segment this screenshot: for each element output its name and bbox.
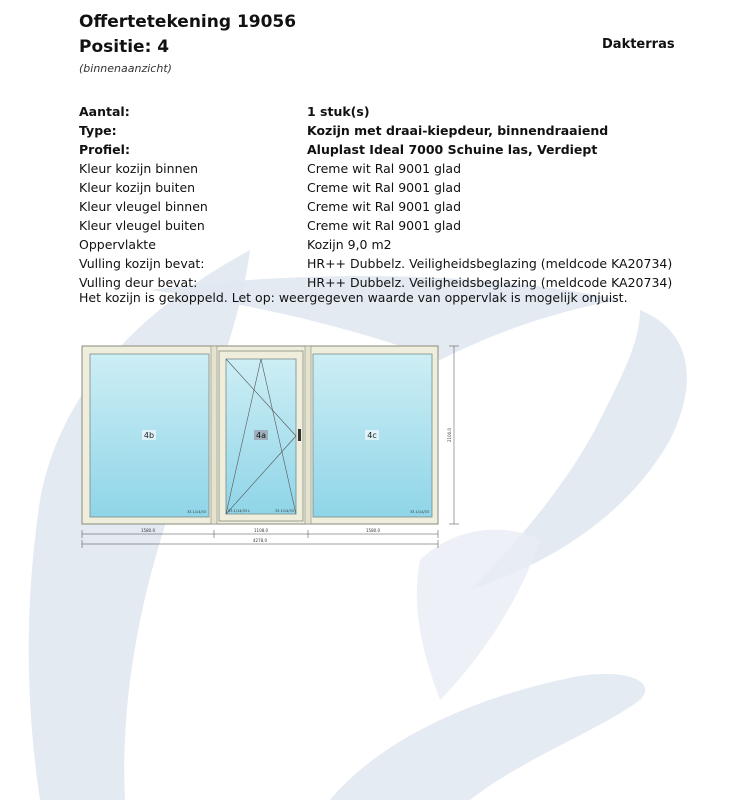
spec-label: Oppervlakte [79,237,156,252]
spec-value: Creme wit Ral 9001 glad [307,180,461,195]
spec-value: Kozijn 9,0 m2 [307,237,392,252]
spec-row [79,140,719,159]
spec-label: Kleur vleugel buiten [79,218,205,233]
location-label: Dakterras [602,37,675,52]
spec-row [79,235,719,254]
spec-row [79,254,719,273]
spec-label: Kleur kozijn binnen [79,161,199,176]
glass-code-4c: 33.1/14/33 [409,510,429,514]
height-dim-label: 2100.0 [447,428,452,442]
spec-label: Kleur vleugel binnen [79,199,208,214]
spec-row [79,216,719,235]
spec-label: Aantal: [79,104,130,119]
spec-row [79,102,719,121]
spec-label: Profiel: [79,142,130,157]
position-title: Positie: 4 [79,37,170,57]
width-dim-right: 1580.0 [366,528,380,533]
spec-value: Creme wit Ral 9001 glad [307,161,461,176]
spec-value: Creme wit Ral 9001 glad [307,199,461,214]
panel-label-4b: 4b [143,431,155,440]
panel-label-4c: 4c [367,431,377,440]
width-dim-total: 4278.0 [253,538,267,543]
spec-value: Creme wit Ral 9001 glad [307,218,461,233]
spec-value: Kozijn met draai-kiepdeur, binnendraaiend [307,123,609,138]
spec-value: HR++ Dubbelz. Veiligheidsbeglazing (meldcode KA20734) [307,256,673,271]
view-note: (binnenaanzicht) [79,62,172,75]
spec-row [79,197,719,216]
coupling-note: Het kozijn is gekoppeld. Let op: weergegeven waarde van oppervlak is mogelijk onjuist. [79,290,628,305]
spec-table [79,102,719,292]
width-dim-left: 1580.0 [141,528,155,533]
glass-code-4a: 33.1/14/33 [274,509,294,513]
panel-label-4a: 4a [256,431,266,440]
glass-code-4b: 33.1/14/33 [186,510,206,514]
drawing-title: Offertetekening 19056 [79,12,297,32]
spec-label: Kleur kozijn buiten [79,180,196,195]
spec-row [79,121,719,140]
width-dim-middle: 1108.0 [254,528,268,533]
spec-value: 1 stuk(s) [307,104,370,119]
spec-row [79,178,719,197]
window-frame-drawing [78,342,464,550]
spec-value: HR++ Dubbelz. Veiligheidsbeglazing (meldcode KA20734) [307,275,673,290]
door-code-4a: 33.1/14/33 L [228,509,251,513]
mullion-right [305,346,311,524]
spec-value: Aluplast Ideal 7000 Schuine las, Verdiept [307,142,598,157]
mullion-left [211,346,217,524]
spec-label: Vulling deur bevat: [79,275,198,290]
door-handle-icon [298,429,301,441]
spec-label: Vulling kozijn bevat: [79,256,205,271]
spec-label: Type: [79,123,117,138]
spec-row [79,159,719,178]
